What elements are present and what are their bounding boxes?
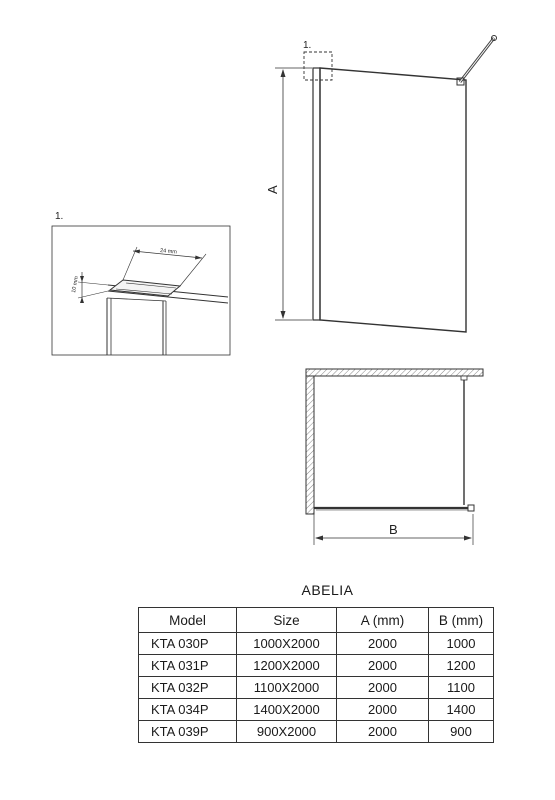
cell-b: 1000 [429,633,494,655]
detail-view [52,226,230,355]
detail-marker-box [304,52,332,80]
cell-b: 1400 [429,699,494,721]
header-b: B (mm) [429,608,494,633]
cell-model: KTA 030P [139,633,237,655]
dimension-a-label: A [265,185,280,194]
spec-table [138,607,494,743]
dimension-10mm-label: 10 mm [71,275,80,294]
cell-size: 1100X2000 [237,677,337,699]
wall-profile [313,68,320,320]
header-a: A (mm) [337,608,429,633]
cell-a: 2000 [337,699,429,721]
cell-a: 2000 [337,655,429,677]
cell-model: KTA 039P [139,721,237,743]
cell-a: 2000 [337,677,429,699]
header-model: Model [139,608,237,633]
cell-b: 1100 [429,677,494,699]
cell-b: 1200 [429,655,494,677]
cell-model: KTA 031P [139,655,237,677]
plan-side-wall [306,376,314,514]
product-name: ABELIA [301,582,354,598]
detail-view-label: 1. [55,211,64,222]
table-row [139,633,494,655]
plan-view [306,369,483,545]
table-row [139,677,494,699]
dimension-24mm-label: 24 mm [159,248,178,256]
table-row [139,655,494,677]
cell-a: 2000 [337,633,429,655]
cell-model: KTA 032P [139,677,237,699]
table-header-row [139,608,494,633]
cell-a: 2000 [337,721,429,743]
cell-b: 900 [429,721,494,743]
table-row [139,699,494,721]
cell-size: 1200X2000 [237,655,337,677]
header-size: Size [237,608,337,633]
detail-marker-label: 1. [303,40,312,51]
cell-model: KTA 034P [139,699,237,721]
cell-size: 1000X2000 [237,633,337,655]
plan-back-wall [306,369,483,376]
cell-size: 900X2000 [237,721,337,743]
dimension-b-label: B [389,522,398,537]
table-row [139,721,494,743]
front-elevation [275,36,497,333]
glass-panel [320,68,466,332]
cell-size: 1400X2000 [237,699,337,721]
